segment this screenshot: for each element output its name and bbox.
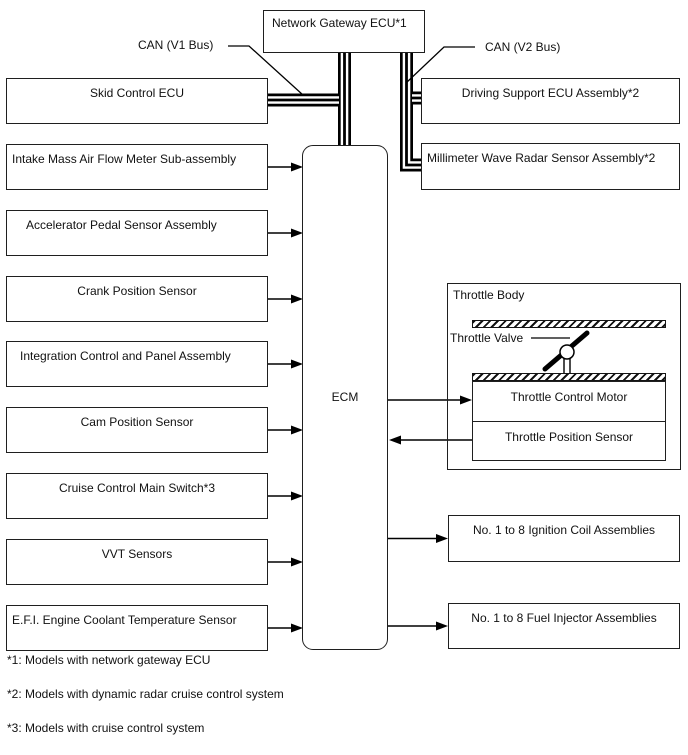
- node-label: Integration Control and Panel Assembly: [20, 349, 231, 363]
- node-millimeter-wave-radar-sensor: [421, 143, 680, 190]
- node-integration-control-panel: [6, 341, 268, 387]
- can-v1-bus: [266, 51, 345, 147]
- node-fuel-injector-assemblies: [448, 603, 680, 649]
- footnote-2: *2: Models with dynamic radar cruise control system: [7, 687, 284, 701]
- node-label: Skid Control ECU: [89, 86, 185, 100]
- arrow-efi-to-ecm: [268, 624, 303, 633]
- arrow-integration-to-ecm: [268, 360, 303, 369]
- node-ecm: [302, 145, 388, 650]
- footnote-1: *1: Models with network gateway ECU: [7, 653, 211, 667]
- arrow-accelerator-to-ecm: [268, 229, 303, 238]
- node-label: VVT Sensors: [101, 547, 173, 561]
- throttle-bore-wall-top: [472, 320, 666, 328]
- node-skid-control-ecu: [6, 78, 268, 124]
- node-network-gateway-ecu: [263, 10, 425, 53]
- node-label: ECM: [331, 390, 359, 404]
- throttle-actuator-group: [472, 381, 666, 461]
- node-throttle-position-sensor: [473, 422, 665, 459]
- arrow-ecm-to-ignition-coils: [388, 534, 448, 543]
- throttle-valve-label: Throttle Valve: [450, 331, 524, 345]
- node-driving-support-ecu: [421, 78, 680, 124]
- node-label: Accelerator Pedal Sensor Assembly: [26, 218, 217, 232]
- arrow-cruise-to-ecm: [268, 492, 303, 501]
- node-vvt-sensors: [6, 539, 268, 585]
- node-accelerator-pedal-sensor: [6, 210, 268, 256]
- node-efi-coolant-temperature-sensor: [6, 605, 268, 651]
- arrow-ecm-to-fuel-injectors: [388, 622, 448, 631]
- footnote-3: *3: Models with cruise control system: [7, 721, 205, 735]
- node-label: Throttle Position Sensor: [504, 430, 634, 444]
- node-label: Cruise Control Main Switch*3: [58, 481, 216, 495]
- node-label: No. 1 to 8 Ignition Coil Assemblies: [472, 523, 656, 537]
- node-label: Network Gateway ECU*1: [272, 16, 407, 30]
- node-crank-position-sensor: [6, 276, 268, 322]
- node-ignition-coil-assemblies: [448, 515, 680, 562]
- node-label: Crank Position Sensor: [77, 284, 197, 298]
- node-throttle-control-motor: [473, 382, 665, 422]
- arrow-cam-to-ecm: [268, 426, 303, 435]
- can-v1-bus-label: CAN (V1 Bus): [138, 38, 214, 52]
- arrow-intake-to-ecm: [268, 163, 303, 172]
- node-label: Throttle Control Motor: [510, 390, 628, 404]
- node-label: Throttle Body: [453, 288, 525, 302]
- throttle-bore-wall-bottom: [472, 373, 666, 381]
- node-label: E.F.I. Engine Coolant Temperature Sensor: [12, 613, 237, 627]
- node-label: Cam Position Sensor: [80, 415, 194, 429]
- node-cam-position-sensor: [6, 407, 268, 453]
- node-cruise-control-main-switch: [6, 473, 268, 519]
- can-v2-bus-label: CAN (V2 Bus): [485, 40, 561, 54]
- arrow-crank-to-ecm: [268, 295, 303, 304]
- node-label: No. 1 to 8 Fuel Injector Assemblies: [471, 611, 657, 625]
- node-intake-mass-air-flow-meter: [6, 144, 268, 190]
- arrow-vvt-to-ecm: [268, 558, 303, 567]
- node-label: Millimeter Wave Radar Sensor Assembly*2: [427, 151, 656, 165]
- node-label: Intake Mass Air Flow Meter Sub-assembly: [12, 152, 237, 166]
- node-label: Driving Support ECU Assembly*2: [461, 86, 640, 100]
